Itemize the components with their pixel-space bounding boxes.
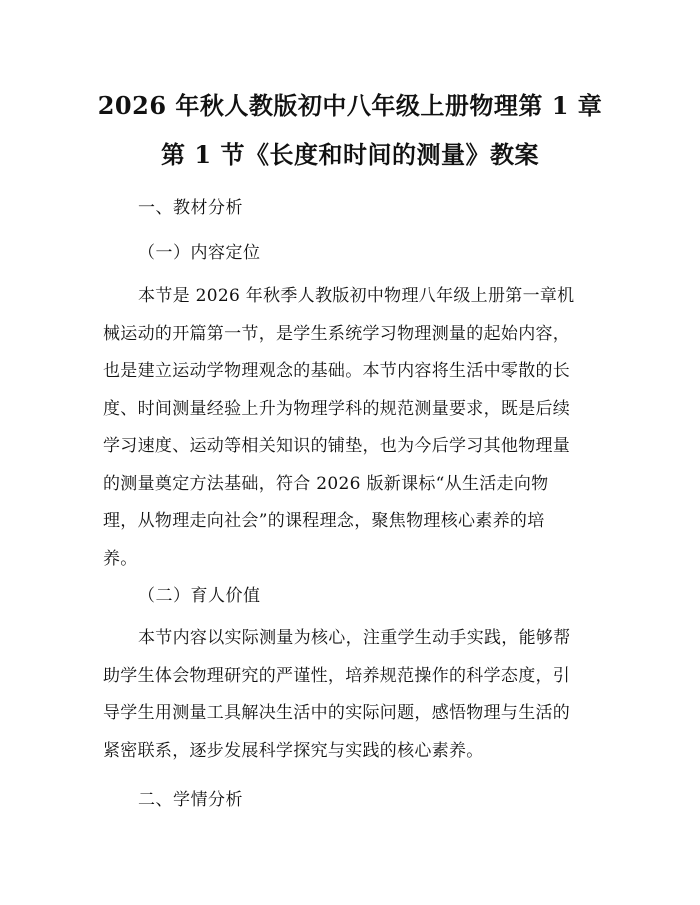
subsection-heading-content-positioning: （一）内容定位 (138, 243, 261, 263)
paragraph-line: 度、时间测量经验上升为物理学科的规范测量要求，既是后续 (103, 398, 571, 419)
paragraph-line: 也是建立运动学物理观念的基础。本节内容将生活中零散的长 (103, 361, 571, 381)
paragraph-line: 本节是 2026 年秋季人教版初中物理八年级上册第一章机 (138, 286, 575, 306)
paragraph-line: 的测量奠定方法基础，符合 2026 版新课标“从生活走向物 (103, 473, 549, 494)
paragraph-content-positioning (103, 278, 603, 578)
paragraph-line: 助学生体会物理研究的严谨性，培养规范操作的科学态度，引 (103, 665, 571, 686)
paragraph-line: 械运动的开篇第一节，是学生系统学习物理测量的起始内容， (103, 323, 571, 344)
paragraph-line: 理，从物理走向社会”的课程理念，聚焦物理核心素养的培 (103, 511, 545, 531)
paragraph-line: 紧密联系，逐步发展科学探究与实践的核心素养。 (103, 740, 484, 761)
document-title-line-2: 第 1 节《长度和时间的测量》教案 (161, 140, 539, 169)
paragraph-line: 养。 (103, 548, 138, 569)
document-title-line-1: 2026 年秋人教版初中八年级上册物理第 1 章 (97, 91, 603, 120)
paragraph-educational-value (103, 620, 603, 770)
section-heading-textbook-analysis: 一、教材分析 (138, 198, 243, 218)
paragraph-line: 本节内容以实际测量为核心，注重学生动手实践，能够帮 (138, 628, 571, 648)
paragraph-line: 导学生用测量工具解决生活中的实际问题，感悟物理与生活的 (103, 703, 571, 723)
section-heading-student-analysis: 二、学情分析 (138, 790, 243, 810)
paragraph-line: 学习速度、运动等相关知识的铺垫，也为今后学习其他物理量 (103, 436, 571, 456)
subsection-heading-educational-value: （二）育人价值 (138, 586, 261, 606)
